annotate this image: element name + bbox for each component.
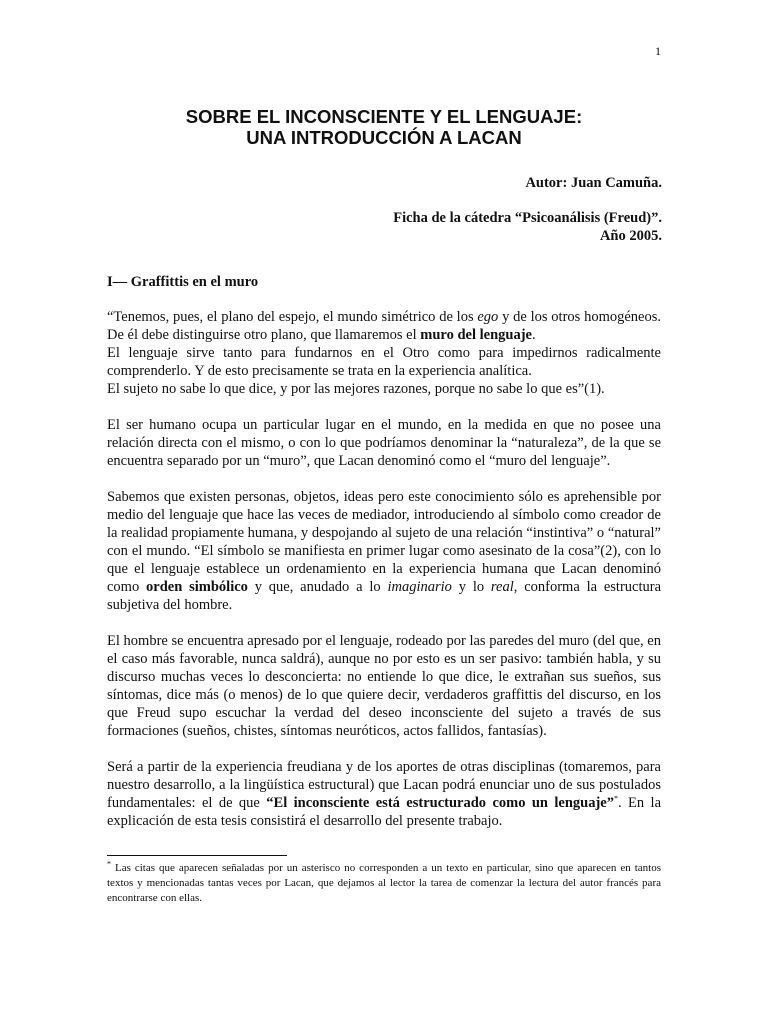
document-body xyxy=(107,273,661,848)
text-run: , conforma la estructura subjetiva del hombre. xyxy=(107,579,662,613)
text-run: . xyxy=(531,327,536,343)
footnote-marker: * xyxy=(107,859,111,869)
page-number: 1 xyxy=(655,44,661,58)
paragraph-7 xyxy=(107,758,661,830)
paragraph-quote-3: El sujeto no sabe lo que dice, y por las mejores razones, porque no sabe lo que es”(1). xyxy=(107,381,605,397)
text-run: Será a partir de la experiencia freudiana y de los aportes de otras disciplinas (tomaremos, para nuestro desarrollo, a la lingüística estructural) que Lacan podrá enunciar uno de sus postulados fundamentales: el de que xyxy=(107,759,661,811)
italic-term-ego: ego xyxy=(477,309,499,325)
text-run: “Tenemos, pues, el plano del espejo, el mundo simétrico de los xyxy=(107,309,478,325)
footnote-text: Las citas que aparecen señaladas por un asterisco no corresponden a un texto en particular, sino que aparecen en tantos textos y mencionadas tantas veces por Lacan, que dejamos al lector la tarea de comenzar la lectura del autor francés para encontrarse con ellas. xyxy=(107,862,661,904)
text-run: y lo xyxy=(451,579,491,595)
text-run: Sabemos que existen personas, objetos, ideas pero este conocimiento sólo es aprehensible por medio del lenguaje que hace las veces de mediador, introduciendo al símbolo como creador de la realidad propiamente humana, y despojando al sujeto de una relación “instintiva” o “natural” con el mundo. “El símbolo se manifiesta en primer lugar como asesinato de la cosa”(2), con lo que el lenguaje establece un ordenamiento en la experiencia humana que Lacan denominó como xyxy=(107,489,661,595)
course-info xyxy=(393,209,662,245)
paragraph-quote-2: El lenguaje sirve tanto para fundarnos en el Otro como para impedirnos radicalmente comprenderlo. Y de esto precisamente se trata en la experiencia analítica. xyxy=(107,345,661,379)
bold-term-orden-simbolico: orden simbólico xyxy=(146,579,248,595)
footnote-marker: * xyxy=(614,794,618,804)
course-name: Ficha de la cátedra “Psicoanálisis (Freud)”. xyxy=(393,210,662,226)
bold-term-muro: muro del lenguaje xyxy=(420,327,532,343)
text-run: y de los otros homogéneos. De él debe distinguirse otro plano, que llamaremos el xyxy=(107,309,661,343)
section-heading: I— Graffittis en el muro xyxy=(107,274,259,290)
paragraph-quote-1 xyxy=(107,308,661,344)
author-line: Autor: Juan Camuña. xyxy=(525,175,662,191)
text-run: . En la explicación de esta tesis consistirá el desarrollo del presente trabajo. xyxy=(107,795,661,829)
footnote xyxy=(107,861,661,906)
italic-term-imaginario: imaginario xyxy=(387,579,452,595)
bold-thesis: “El inconsciente está estructurado como un lenguaje” xyxy=(266,795,614,811)
title-line-2: UNA INTRODUCCIÓN A LACAN xyxy=(246,127,522,148)
title-line-1: SOBRE EL INCONSCIENTE Y EL LENGUAJE: xyxy=(185,106,583,127)
document-title xyxy=(0,106,768,148)
paragraph-6: El hombre se encuentra apresado por el lenguaje, rodeado por las paredes del muro (del que, en el caso más favorable, nunca saldrá), aunque no por esto es un ser pasivo: también habla, y su discurso muchas veces lo desconcierta: no entiende lo que dice, le extrañan sus sueños, sus síntomas, dice más (o menos) de lo que quiere decir, verdaderos graffittis del discurso, en los que Freud supo escuchar la verdad del deseo inconsciente del sujeto a través de sus formaciones (sueños, chistes, síntomas neuróticos, actos fallidos, fantasías). xyxy=(107,633,661,739)
paragraph-5 xyxy=(107,488,661,614)
italic-term-real: real xyxy=(490,579,514,595)
course-year: Año 2005. xyxy=(599,228,662,244)
paragraph-4: El ser humano ocupa un particular lugar en el mundo, en la medida en que no posee una relación directa con el mismo, o con lo que podríamos denominar la “naturaleza”, de la que se encuentra separado por un “muro”, que Lacan denominó como el “muro del lenguaje”. xyxy=(107,417,661,469)
text-run: y que, anudado a lo xyxy=(247,579,388,595)
footnote-divider xyxy=(107,855,287,856)
